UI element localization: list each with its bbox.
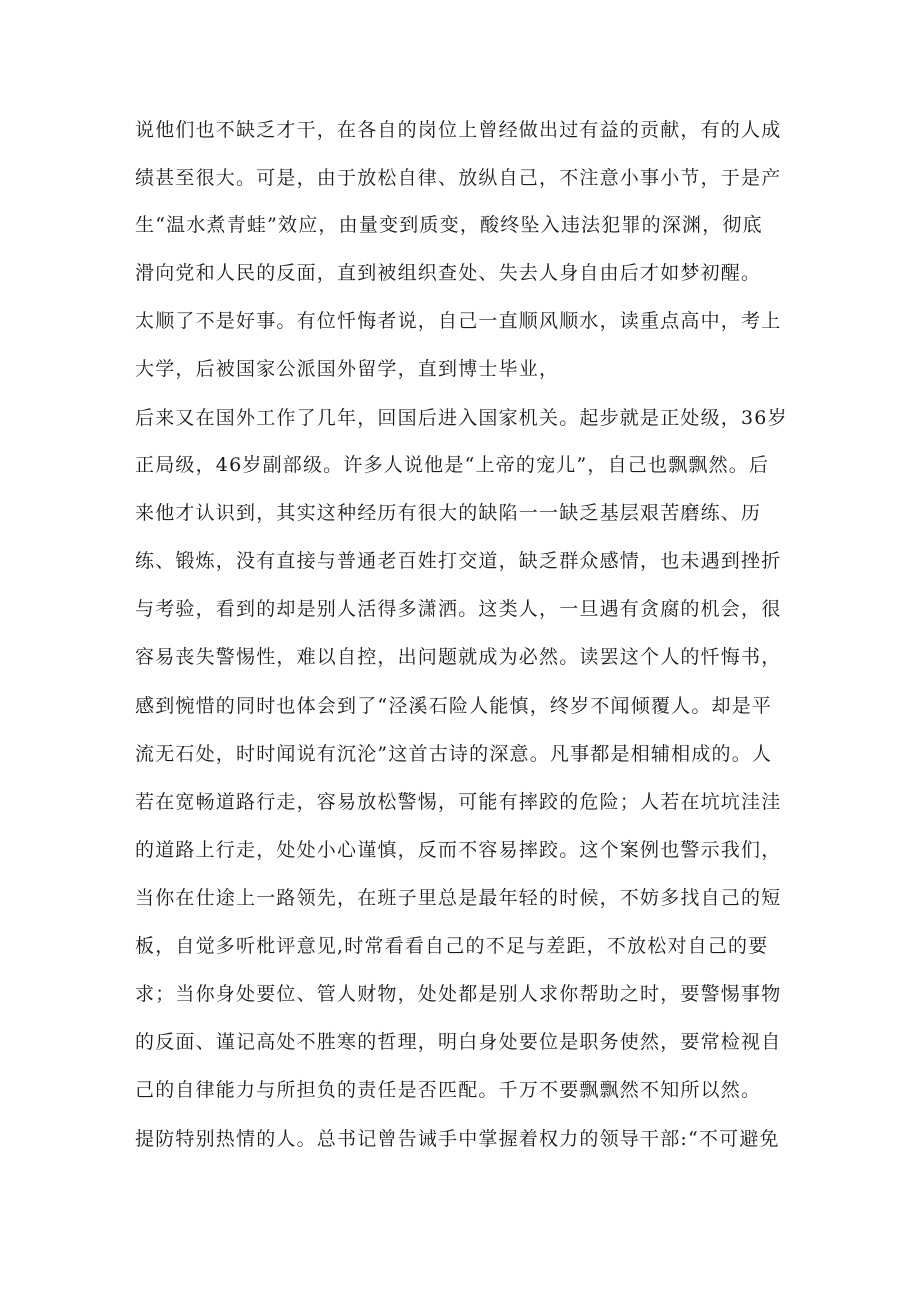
text-line-11: 与考验，看到的却是别人活得多潇洒。这类人，一旦遇有贪腐的机会，很 [135, 598, 782, 620]
text-line-20: 的反面、谨记高处不胜寒的哲理，明白身处要位是职务使然，要常检视自 [135, 1031, 782, 1053]
text-line-6: 大学，后被国家公派国外留学，直到博士毕业， [135, 358, 560, 380]
text-line-16: 的道路上行走，处处小心谨慎，反而不容易摔跤。这个案例也警示我们， [135, 839, 782, 861]
text-line-12: 容易丧失警惕性，难以自控，出问题就成为必然。读罢这个人的忏悔书， [135, 646, 782, 668]
text-line-5: 太顺了不是好事。有位忏悔者说，自己一直顺风顺水，读重点高中，考上 [135, 310, 782, 332]
text-line-2: 绩甚至很大。可是，由于放松自律、放纵自己，不注意小事小节，于是产 [135, 167, 782, 189]
text-line-4: 滑向党和人民的反面，直到被组织查处、失去人身自由后才如梦初醒。 [135, 262, 762, 284]
text-line-10: 练、锻炼，没有直接与普通老百姓打交道，缺乏群众感情，也未遇到挫折 [135, 550, 782, 572]
text-line-13: 感到惋惜的同时也体会到了“泾溪石险人能慎，终岁不闻倾覆人。却是平 [135, 695, 773, 717]
text-line-9: 来他才认识到，其实这种经历有很大的缺陷一一缺乏基层艰苦磨练、历 [135, 502, 762, 524]
text-line-17: 当你在仕途上一路领先，在班子里总是最年轻的时候，不妨多找自己的短 [135, 887, 782, 909]
text-line-22: 提防特别热情的人。总书记曾告诫手中掌握着权力的领导干部:“不可避免 [135, 1128, 780, 1150]
text-line-3: 生“温水煮青蛙”效应，由量变到质变，酸终坠入违法犯罪的深渊，彻底 [135, 214, 763, 236]
text-line-8: 正局级，46岁副部级。许多人说他是“上帝的宠儿”，自己也飘飘然。后 [135, 454, 770, 476]
text-line-21: 己的自律能力与所担负的责任是否匹配。千万不要飘飘然不知所以然。 [135, 1079, 762, 1101]
text-line-7: 后来又在国外工作了几年，回国后进入国家机关。起步就是正处级，36岁 [135, 407, 788, 429]
text-line-14: 流无石处，时时闻说有沉沦”这首古诗的深意。凡事都是相辅相成的。人 [135, 743, 773, 765]
text-line-18: 板，自觉多听枇评意见,时常看看自己的不足与差距，不放松对自己的要 [135, 935, 769, 957]
text-line-19: 求；当你身处要位、管人财物，处处都是别人求你帮助之时，要警惕事物 [135, 983, 782, 1005]
text-line-15: 若在宽畅道路行走，容易放松警惕，可能有摔跤的危险；人若在坑坑洼洼 [135, 791, 782, 813]
text-line-1: 说他们也不缺乏才干，在各自的岗位上曾经做出过有益的贡献，有的人成 [135, 119, 782, 141]
